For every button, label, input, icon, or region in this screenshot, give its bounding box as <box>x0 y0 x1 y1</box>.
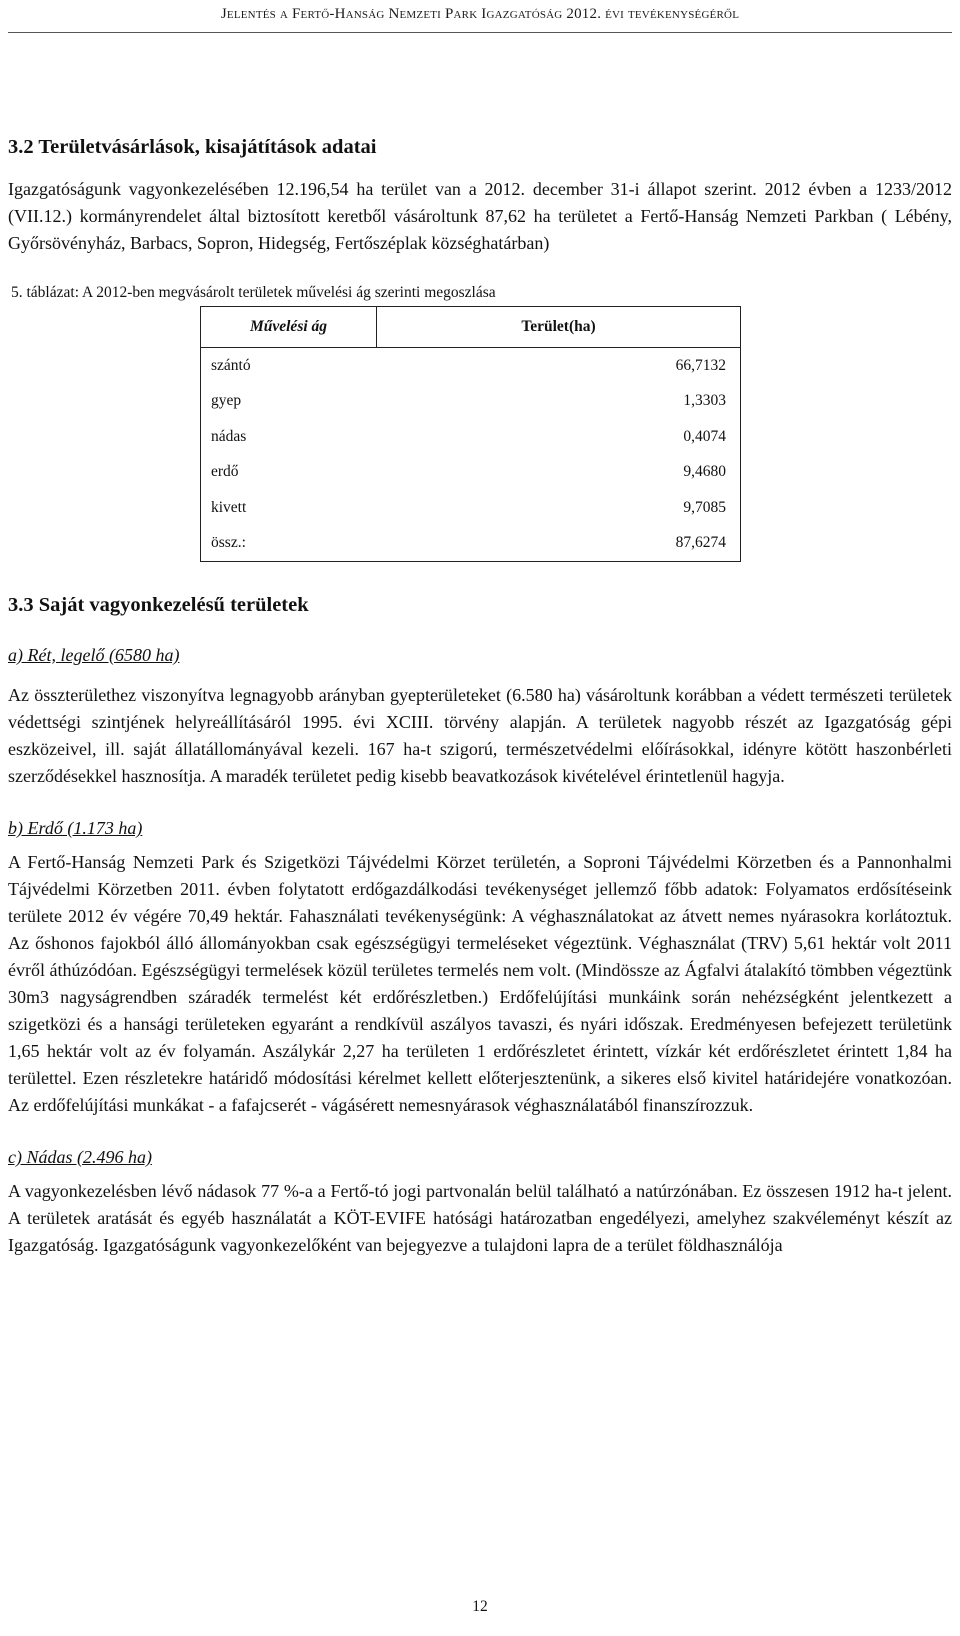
row-label: kivett <box>211 498 247 516</box>
row-label: szántó <box>211 356 251 374</box>
land-use-table <box>200 306 741 562</box>
document-body <box>8 132 952 1259</box>
table-row <box>201 490 741 526</box>
row-label: gyep <box>211 392 242 410</box>
column-header-land-use: Művelési ág <box>201 307 377 348</box>
header-divider <box>8 32 952 33</box>
row-value: 66,7132 <box>675 356 726 374</box>
row-value: 0,4074 <box>683 427 726 445</box>
table-row <box>201 419 741 455</box>
table-row <box>201 348 741 384</box>
paragraph-reed: A vagyonkezelésben lévő nádasok 77 %-a a Fertő-tó jogi partvonalán belül található a natúrzónában. Ez összesen 1912 ha-t jelent. A területek aratását és egyéb használatát a KÖT-EVIFE hatósági határozatban engedélyezi, amelyhez szakvéleményt készít az Igazgatóság. Igazgatóságunk vagyonkezelőként van bejegyezve a tulajdoni lapra de a terület földhasználója <box>8 1181 952 1255</box>
row-value: 87,6274 <box>675 534 726 552</box>
paragraph-forest: A Fertő-Hanság Nemzeti Park és Szigetközi Tájvédelmi Körzet területén, a Soproni Tájvédelmi Körzetben és a Pannonhalmi Tájvédelmi Körzetben 2011. évben folytatott erdőgazdálkodási tevékenységet jellemző főbb adatok: Folyamatos erdősítéseink területe 2012 év végére 70,49 hektár. Fahasználati tevékenységünk: A véghasználatokat az átvett nemes nyárasokra korlátoztuk. Az őshonos fajokból álló állományokban csak egészségügyi termeléseket végeztünk. Véghasználat (TRV) 5,61 hektár volt 2011 évről áthúzódóan. Egészségügyi termelések közül területes termelés nem volt. (Mindössze az Ágfalvi átalakító tömbben végeztünk 30m3 nagyságrendben száradék termelést két erdőrészletben.) Erdőfelújítási munkáink során nehézségként jelentkezett a szigetközi és a hansági területeken egyaránt a rendkívül aszályos tavaszi, és nyári időszak. Eredményesen befejezett területünk 1,65 hektár volt az év folyamán. Aszálykár 2,27 ha területen 1 erdőrészletet érintett, vízkár két erdőrészletet érintett 1,84 ha területtel. Ezen részletekre határidő módosítási kérelmet kellett előterjesztenünk, a sikeres első kivitel határidejére vonatkozóan. Az erdőfelújítási munkákat - a fafajcserét - vágásérett nemesnyárasok véghasználatából finanszírozzuk. <box>8 852 952 1115</box>
row-value: 9,4680 <box>683 463 726 481</box>
running-header: Jelentés a Fertő-Hanság Nemzeti Park Igazgatóság 2012. évi tevékenységéről <box>220 6 740 22</box>
subheading-reed: c) Nádas (2.496 ha) <box>8 1147 152 1167</box>
row-value: 9,7085 <box>683 498 726 516</box>
row-value: 1,3303 <box>683 392 726 410</box>
paragraph-meadow: Az összterülethez viszonyítva legnagyobb arányban gyepterületeket (6.580 ha) vásároltunk korábban a védett természeti területek védettségi szintjének helyreállításáról 1995. évi XCIII. törvény alapján. A területek nagyobb részét az Igazgatóság gépi eszközeivel, ill. saját állatállományával kezeli. 167 ha-t szigorú, természetvédelmi előírásokkal, idényre kötött haszonbérleti szerződésekkel hasznosítja. A maradék területet pedig kisebb beavatkozások kivételével érintetlenül hagyja. <box>8 685 952 786</box>
section-heading-3-2: 3.2 Területvásárlások, kisajátítások adatai <box>8 136 377 158</box>
section-heading-3-3: 3.3 Saját vagyonkezelésű területek <box>8 594 309 616</box>
table-row-total <box>201 526 741 562</box>
row-label: erdő <box>211 463 239 481</box>
table-row <box>201 455 741 491</box>
subheading-meadow: a) Rét, legelő (6580 ha) <box>8 645 180 665</box>
table-row <box>201 384 741 420</box>
subheading-forest: b) Erdő (1.173 ha) <box>8 818 143 838</box>
row-label: össz.: <box>211 534 246 552</box>
table-header-row <box>201 307 741 348</box>
table-caption: 5. táblázat: A 2012-ben megvásárolt területek művelési ág szerinti megoszlása <box>11 284 496 301</box>
page-number: 12 <box>472 1598 488 1615</box>
column-header-area: Terület(ha) <box>377 307 741 348</box>
paragraph-land-purchases: Igazgatóságunk vagyonkezelésében 12.196,54 ha terület van a 2012. december 31-i állapot szerint. 2012 évben a 1233/2012 (VII.12.) kormányrendelet által biztosított keretből vásároltunk 87,62 ha területet a Fertő-Hanság Nemzeti Parkban ( Lébény, Győrsövényház, Barbacs, Sopron, Hidegség, Fertőszéplak községhatárban) <box>8 179 952 253</box>
row-label: nádas <box>211 427 247 445</box>
